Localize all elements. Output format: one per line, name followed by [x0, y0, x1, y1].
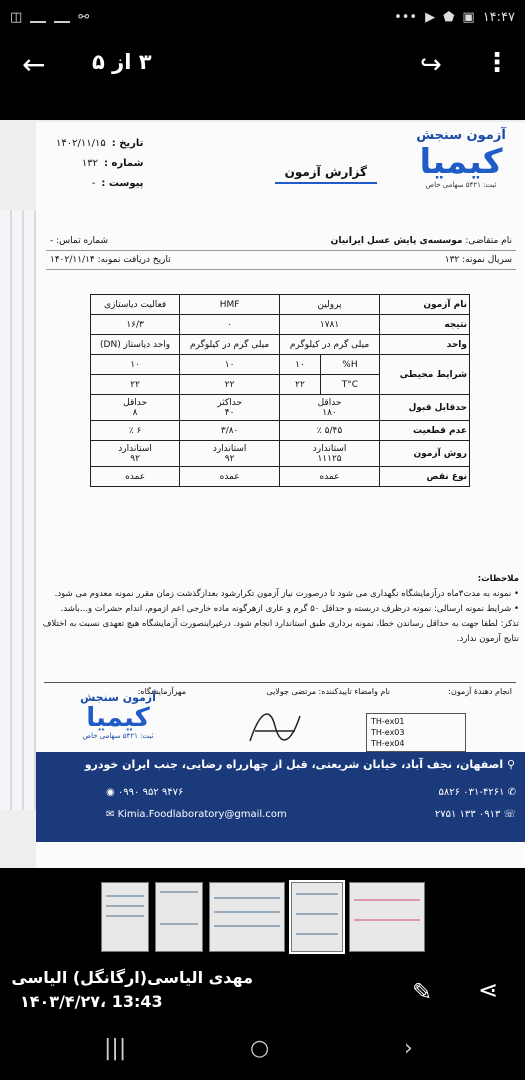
page-counter: ۳ از ۵	[92, 50, 152, 74]
method-type: استاندارد	[312, 443, 347, 454]
mobile-icon: ☏	[500, 809, 516, 820]
stamp-brand: کیمیا	[86, 703, 150, 733]
attachment-label: پیوست :	[101, 178, 144, 189]
location-pin-icon: ⚲	[503, 758, 515, 771]
back-arrow-icon[interactable]: ←	[22, 48, 46, 81]
link-icon: ⚯	[78, 9, 90, 25]
table-cell: ۱۰	[91, 355, 180, 375]
table-cell	[91, 395, 180, 421]
row-label: روش آزمون	[380, 441, 470, 467]
footer-address	[46, 758, 515, 771]
whatsapp-icon: ◉	[106, 787, 118, 798]
footer-address-text: اصفهان، نجف آباد، خیابان شریعتی، قبل از چهارراه رضایی، جنب ایران خودرو	[84, 758, 504, 771]
table-row	[91, 441, 470, 467]
tester-code: TH-ex04	[371, 739, 405, 748]
row-label: نوع نقص	[380, 467, 470, 487]
thumbnail[interactable]	[209, 882, 285, 952]
table-row	[91, 355, 470, 375]
stamp-label: مهرآزمایشگاه:	[137, 687, 186, 696]
limit-value: ۱۸۰	[322, 407, 337, 418]
back-nav-icon[interactable]: ›	[404, 1036, 413, 1061]
method-type: استاندارد	[118, 443, 152, 454]
table-cell: ۱۶/۳	[91, 315, 180, 335]
sender-name: مهدی الیاسی(ارگانگل) الیاسی	[11, 968, 253, 987]
edit-icon[interactable]: ✎	[412, 978, 433, 1006]
status-left	[10, 10, 89, 25]
footer-mobile	[435, 806, 516, 824]
footer-mobile-text: ۰۹۱۳ ۱۳۳ ۲۷۵۱	[434, 809, 501, 820]
signature-section	[44, 682, 516, 762]
notes-section	[41, 572, 519, 647]
limit-value: ۸	[132, 407, 138, 418]
table-cell: واحد دیاستاز (DN)	[91, 335, 180, 355]
note-item: تذکر: لطفا جهت به حداقل رساندن خطا، نمونه برداری طبق استاندارد انجام شود. درغیراینصورت آزمایشگاه هیچ تعهدی نسبت به اختلاف نتایج آزمون ندارد.	[42, 619, 519, 644]
lab-registration: ثبت: ۵۴۲۱ سهامی خاص	[425, 181, 497, 189]
clock-time: ۱۴:۴۷	[482, 9, 515, 25]
lab-name: آزمون سنجش	[416, 128, 506, 143]
system-nav-bar	[0, 1030, 525, 1080]
table-header: فعالیت دیاستازی	[91, 295, 180, 315]
row-label: واحد	[380, 335, 470, 355]
table-cell: ۲۲	[91, 375, 180, 395]
number-value: ۱۳۲	[81, 158, 98, 169]
phone-icon: ✆	[504, 787, 516, 798]
thumbnail-active[interactable]	[291, 882, 343, 952]
thumbnail[interactable]	[155, 882, 203, 952]
home-icon[interactable]: ○	[250, 1036, 270, 1061]
lab-stamp	[58, 691, 178, 757]
notes-title: ملاحظات:	[477, 574, 519, 584]
footer-phone2	[106, 784, 183, 802]
table-cell: ۵/۴۵ ٪	[280, 421, 380, 441]
document-footer	[36, 752, 525, 842]
notification-icon: ◫	[10, 9, 23, 25]
approver-label: نام وامضاء تاییدکننده: مرتضی جولایی	[266, 687, 390, 696]
attachment-value: -	[91, 178, 96, 189]
row-label: نتیجه	[380, 315, 470, 335]
table-header: HMF	[180, 295, 280, 315]
serial-label: سریال نمونه:	[462, 255, 512, 265]
lab-report-document	[36, 122, 525, 868]
status-right	[394, 10, 515, 25]
table-cell: ۱۰	[180, 355, 280, 375]
row-label: حدقابل قبول	[380, 395, 470, 421]
table-cell	[280, 441, 380, 467]
table-cell: عمده	[280, 467, 380, 487]
table-row	[91, 295, 470, 315]
stamp-registration: ثبت: ۵۴۲۱ سهامی خاص	[82, 732, 154, 740]
note-item: • نمونه به مدت۳ماه درآزمایشگاه نگهداری می شود تا درصورت نیاز آزمون تکرارشود بعدازگذشت زمان مقرر نمونه معدوم می شود.	[54, 589, 519, 599]
more-options-icon[interactable]: ⋮	[484, 48, 510, 78]
table-row	[91, 467, 470, 487]
table-cell: عمده	[91, 467, 180, 487]
forward-icon[interactable]: ↪	[420, 50, 442, 80]
recents-icon[interactable]: |||	[104, 1036, 127, 1061]
tester-codes	[366, 713, 466, 752]
table-row	[91, 335, 470, 355]
thumbnail[interactable]	[101, 882, 149, 952]
limit-value: ۴۰	[224, 407, 235, 418]
row-label: شرایط محیطی	[380, 355, 470, 395]
report-title: گزارش آزمون	[275, 162, 377, 184]
limit-type: حداقل	[317, 397, 342, 408]
method-value: ۱۱۱۲۵	[317, 453, 342, 464]
signal-icon	[30, 11, 46, 23]
tester-code: TH-ex01	[371, 717, 405, 726]
table-cell: ۲۲	[180, 375, 280, 395]
table-header: نام آزمون	[380, 295, 470, 315]
table-cell: عمده	[180, 467, 280, 487]
contact-value: -	[50, 236, 54, 246]
table-cell	[91, 441, 180, 467]
signal-icon-2	[54, 11, 70, 23]
photo-viewer[interactable]	[0, 120, 525, 868]
limit-type: حداقل	[123, 397, 148, 408]
lab-brand: کیمیا	[419, 142, 503, 182]
report-meta	[56, 134, 143, 194]
applicant-label: نام متقاضی:	[465, 236, 512, 246]
table-cell	[180, 395, 280, 421]
share-icon[interactable]: ⋖	[478, 976, 499, 1004]
table-row	[91, 395, 470, 421]
thumbnail-strip	[0, 882, 525, 954]
table-header: پرولین	[280, 295, 380, 315]
table-cell: ۶ ٪	[91, 421, 180, 441]
received-label: تاریخ دریافت نمونه:	[97, 255, 171, 265]
results-table	[90, 294, 470, 487]
app-bar	[0, 36, 525, 96]
table-cell: ۰	[180, 315, 280, 335]
footer-email	[106, 806, 287, 824]
shield-icon: ⬟	[443, 9, 455, 25]
number-label: شماره :	[104, 158, 144, 169]
table-cell: H%	[320, 355, 379, 375]
sample-info	[46, 232, 516, 270]
footer-phone2-text: ۰۹۹۰ ۹۵۲ ۹۴۷۶	[117, 787, 184, 798]
table-cell: میلی گرم در کیلوگرم	[280, 335, 380, 355]
serial-value: ۱۳۲	[444, 255, 460, 265]
method-value: ۹۲	[224, 453, 235, 464]
table-cell	[180, 441, 280, 467]
footer-email-text: Kimia.Foodlaboratory@gmail.com	[117, 809, 287, 820]
table-cell: T°C	[320, 375, 379, 395]
table-cell: ۲۲	[280, 375, 321, 395]
overflow-dots: •••	[394, 9, 418, 25]
date-label: تاریخ :	[111, 138, 144, 149]
table-row	[91, 315, 470, 335]
footer-phone1-text: ۰۳۱-۴۲۶۱ ۵۸۲۶	[438, 787, 505, 798]
footer-phone1	[439, 784, 516, 802]
table-row	[91, 421, 470, 441]
message-timestamp: ۱۴۰۳/۴/۲۷، 13:43	[20, 992, 163, 1011]
contact-label: شماره تماس:	[56, 236, 109, 246]
gallery-icon: ▣	[462, 9, 475, 25]
method-value: ۹۲	[130, 453, 140, 464]
note-item: • شرایط نمونه ارسالی: نمونه درظرف دربسته و حداقل ۵۰ گرم و عاری ازهرگونه ماده خارجی اعم ازموم، اندام حشرات و...باشد.	[60, 604, 519, 614]
signature-image	[240, 701, 310, 751]
tester-code: TH-ex03	[371, 728, 405, 737]
play-icon: ▶	[425, 9, 436, 25]
row-label: عدم قطعیت	[380, 421, 470, 441]
table-cell: میلی گرم در کیلوگرم	[180, 335, 280, 355]
table-cell	[280, 395, 380, 421]
table-cell: ۳/۸۰	[180, 421, 280, 441]
date-value: ۱۴۰۲/۱۱/۱۵	[56, 138, 106, 149]
table-cell: ۱۰	[280, 355, 321, 375]
method-type: استاندارد	[212, 443, 247, 454]
email-icon: ✉	[106, 809, 118, 820]
lab-logo	[403, 128, 519, 208]
applicant-value: موسسه‌ی پایش عسل ایرانیان	[330, 236, 463, 246]
table-cell: ۱۷۸۱	[280, 315, 380, 335]
limit-type: حداکثر	[217, 397, 243, 408]
stamp-lab-name: آزمون سنجش	[80, 691, 156, 704]
status-bar	[0, 0, 525, 34]
thumbnail[interactable]	[349, 882, 425, 952]
tester-label: انجام دهندهٔ آزمون:	[448, 687, 512, 696]
received-value: ۱۴۰۲/۱۱/۱۴	[50, 255, 95, 265]
